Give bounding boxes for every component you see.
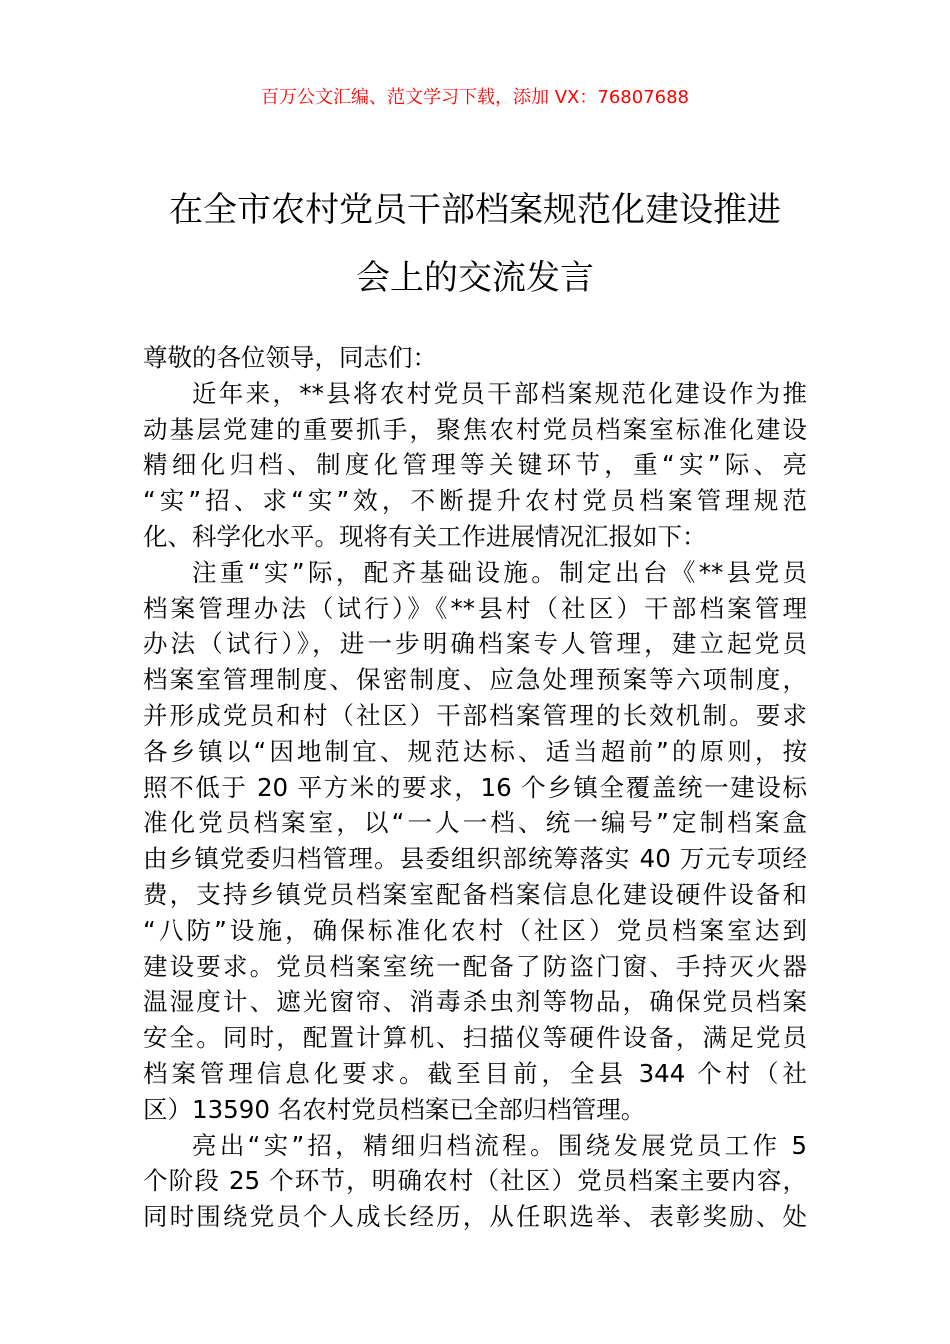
body-text: [143, 340, 807, 1235]
paragraph-line: 档案管理办法（试行）》《**县村（社区）干部档案管理: [143, 593, 807, 623]
paragraph-line: 建设要求。党员档案室统一配备了防盗门窗、手持灭火器: [143, 951, 807, 981]
paragraph-line: 动基层党建的重要抓手，聚焦农村党员档案室标准化建设: [143, 414, 807, 444]
paragraph-line: 个阶段 25 个环节，明确农村（社区）党员档案主要内容，: [143, 1166, 807, 1196]
paragraph-line: 费，支持乡镇党员档案室配备档案信息化建设硬件设备和: [143, 879, 807, 909]
title-line-2: 会上的交流发言: [356, 258, 594, 298]
paragraph-line: “八防”设施，确保标准化农村（社区）党员档案室达到: [143, 915, 807, 945]
paragraph-line: 注重“实”际，配齐基础设施。制定出台《**县党员: [192, 557, 807, 587]
paragraph-line: 区）13590 名农村党员档案已全部归档管理。: [143, 1094, 646, 1124]
paragraph-line: 同时围绕党员个人成长经历，从任职选举、表彰奖励、处: [143, 1202, 807, 1232]
paragraph-line: 照不低于 20 平方米的要求，16 个乡镇全覆盖统一建设标: [143, 772, 807, 802]
salutation: 尊敬的各位领导，同志们：: [143, 343, 437, 372]
paragraph-line: 安全。同时，配置计算机、扫描仪等硬件设备，满足党员: [143, 1023, 807, 1053]
paragraph-line: 办法（试行）》，进一步明确档案专人管理，建立起党员: [143, 629, 807, 659]
paragraph-line: 化、科学化水平。现将有关工作进展情况汇报如下：: [143, 521, 707, 551]
paragraph-line: 近年来，**县将农村党员干部档案规范化建设作为推: [192, 378, 807, 408]
document-title: [120, 176, 830, 312]
paragraph-line: 精细化归档、制度化管理等关键环节，重“实”际、亮: [143, 450, 807, 480]
paragraph-line: 并形成党员和村（社区）干部档案管理的长效机制。要求: [143, 700, 807, 730]
header-note: 百万公文汇编、范文学习下载，添加 VX：76807688: [261, 87, 689, 108]
paragraph-line: 档案管理信息化要求。截至目前，全县 344 个村（社: [143, 1058, 807, 1088]
paragraph-line: 准化党员档案室，以“一人一档、统一编号”定制档案盒: [143, 808, 807, 838]
paragraph-line: 由乡镇党委归档管理。县委组织部统筹落实 40 万元专项经: [143, 844, 807, 874]
paragraph-line: 亮出“实”招，精细归档流程。围绕发展党员工作 5: [192, 1130, 807, 1160]
paragraph-line: 各乡镇以“因地制宜、规范达标、适当超前”的原则，按: [143, 736, 807, 766]
paragraph-line: 温湿度计、遮光窗帘、消毒杀虫剂等物品，确保党员档案: [143, 987, 807, 1017]
paragraph-line: “实”招、求“实”效，不断提升农村党员档案管理规范: [143, 486, 807, 516]
title-line-1: 在全市农村党员干部档案规范化建设推进: [169, 190, 781, 230]
paragraph-line: 档案室管理制度、保密制度、应急处理预案等六项制度，: [143, 665, 807, 695]
